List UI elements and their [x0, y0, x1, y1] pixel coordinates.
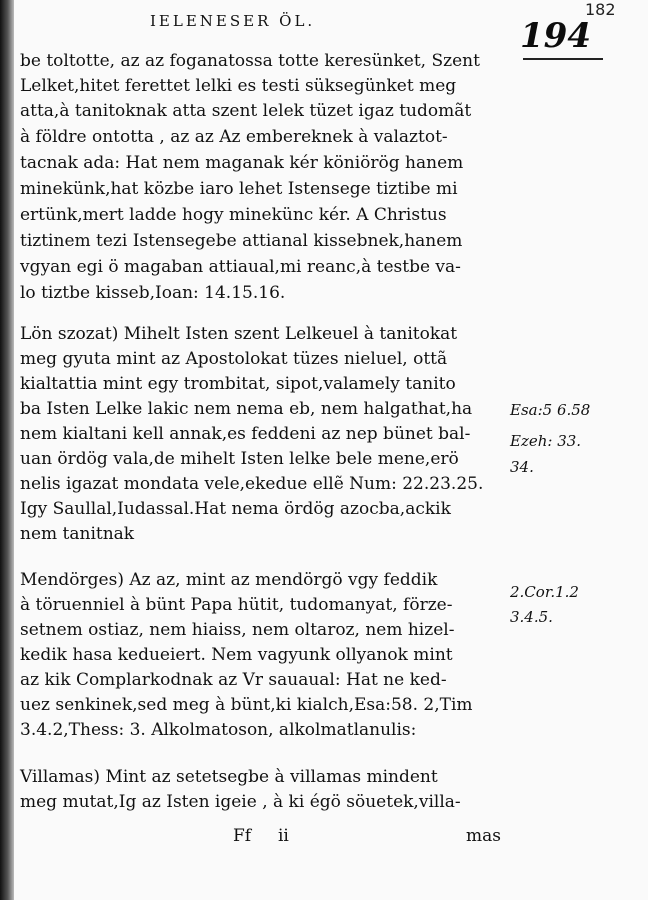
catchword: mas [466, 826, 501, 846]
text-line: az kik Complarkodnak az Vr sauaual: Hat ne ked- [20, 670, 447, 690]
text-line: ertünk,mert ladde hogy minekünc kér. A Christus [20, 205, 447, 225]
page-number: 194 [520, 16, 591, 56]
margin-note: Ezeh: 33. [510, 432, 582, 450]
text-line: Mendörges) Az az, mint az mendörgö vgy feddik [20, 570, 438, 590]
text-line: Lön szozat) Mihelt Isten szent Lelkeuel à tanitokat [20, 324, 458, 344]
page-number-underline [523, 58, 603, 60]
margin-note: Esa:5 6.58 [510, 401, 591, 419]
text-line: Igy Saullal,Iudassal.Hat nema ördög azocba,ackik [20, 499, 451, 519]
text-line: kedik hasa kedueiert. Nem vagyunk ollyanok mint [20, 645, 453, 665]
signature-number: ii [278, 826, 289, 846]
text-line: uez senkinek,sed meg à bünt,ki kialch,Esa:58. 2,Tim [20, 695, 473, 715]
text-line: lo tiztbe kisseb,Ioan: 14.15.16. [20, 283, 286, 303]
text-line: vgyan egi ö magaban attiaual,mi reanc,à testbe va- [20, 257, 461, 277]
text-line: Lelket,hitet ferettet lelki es testi süksegünket meg [20, 76, 457, 96]
page-binding-shadow [0, 0, 14, 900]
margin-note: 2.Cor.1.2 [510, 583, 579, 601]
text-line: à töruenniel à bünt Papa hütit, tudomanyat, förze- [20, 595, 453, 615]
margin-note: 34. [510, 458, 534, 476]
handwritten-page-number: 182 [585, 0, 616, 19]
text-line: nem tanitnak [20, 524, 135, 544]
margin-note: 3.4.5. [510, 608, 553, 626]
text-line: ba Isten Lelke lakic nem nema eb, nem halgathat,ha [20, 399, 473, 419]
signature-mark: Ff [233, 826, 252, 846]
text-line: kialtattia mint egy trombitat, sipot,valamely tanito [20, 374, 456, 394]
text-line: minekünk,hat közbe iaro lehet Istensege tiztibe mi [20, 179, 458, 199]
text-line: nem kialtani kell annak,es feddeni az nep bünet bal- [20, 424, 471, 444]
text-line: tiztinem tezi Istensegebe attianal kissebnek,hanem [20, 231, 463, 251]
running-title: IELENESER ÖL. [150, 12, 316, 30]
text-line: 3.4.2,Thess: 3. Alkolmatoson, alkolmatlanulis: [20, 720, 417, 740]
text-line: meg mutat,Ig az Isten igeie , à ki égö söuetek,villa- [20, 792, 461, 812]
text-line: setnem ostiaz, nem hiaiss, nem oltaroz, nem hizel- [20, 620, 455, 640]
text-line: uan ördög vala,de mihelt Isten lelke bele mene,erö [20, 449, 459, 469]
text-line: be toltotte, az az foganatossa totte keresünket, Szent [20, 51, 480, 71]
text-line: à földre ontotta , az az Az embereknek à valaztot- [20, 127, 448, 147]
text-line: atta,à tanitoknak atta szent lelek tüzet igaz tudomãt [20, 101, 472, 121]
text-line: nelis igazat mondata vele,ekedue ellẽ Num: 22.23.25. [20, 474, 484, 494]
text-line: tacnak ada: Hat nem maganak kér köniörög hanem [20, 153, 464, 173]
text-line: Villamas) Mint az setetsegbe à villamas mindent [20, 767, 438, 787]
text-line: meg gyuta mint az Apostolokat tüzes nieluel, ottã [20, 349, 448, 369]
